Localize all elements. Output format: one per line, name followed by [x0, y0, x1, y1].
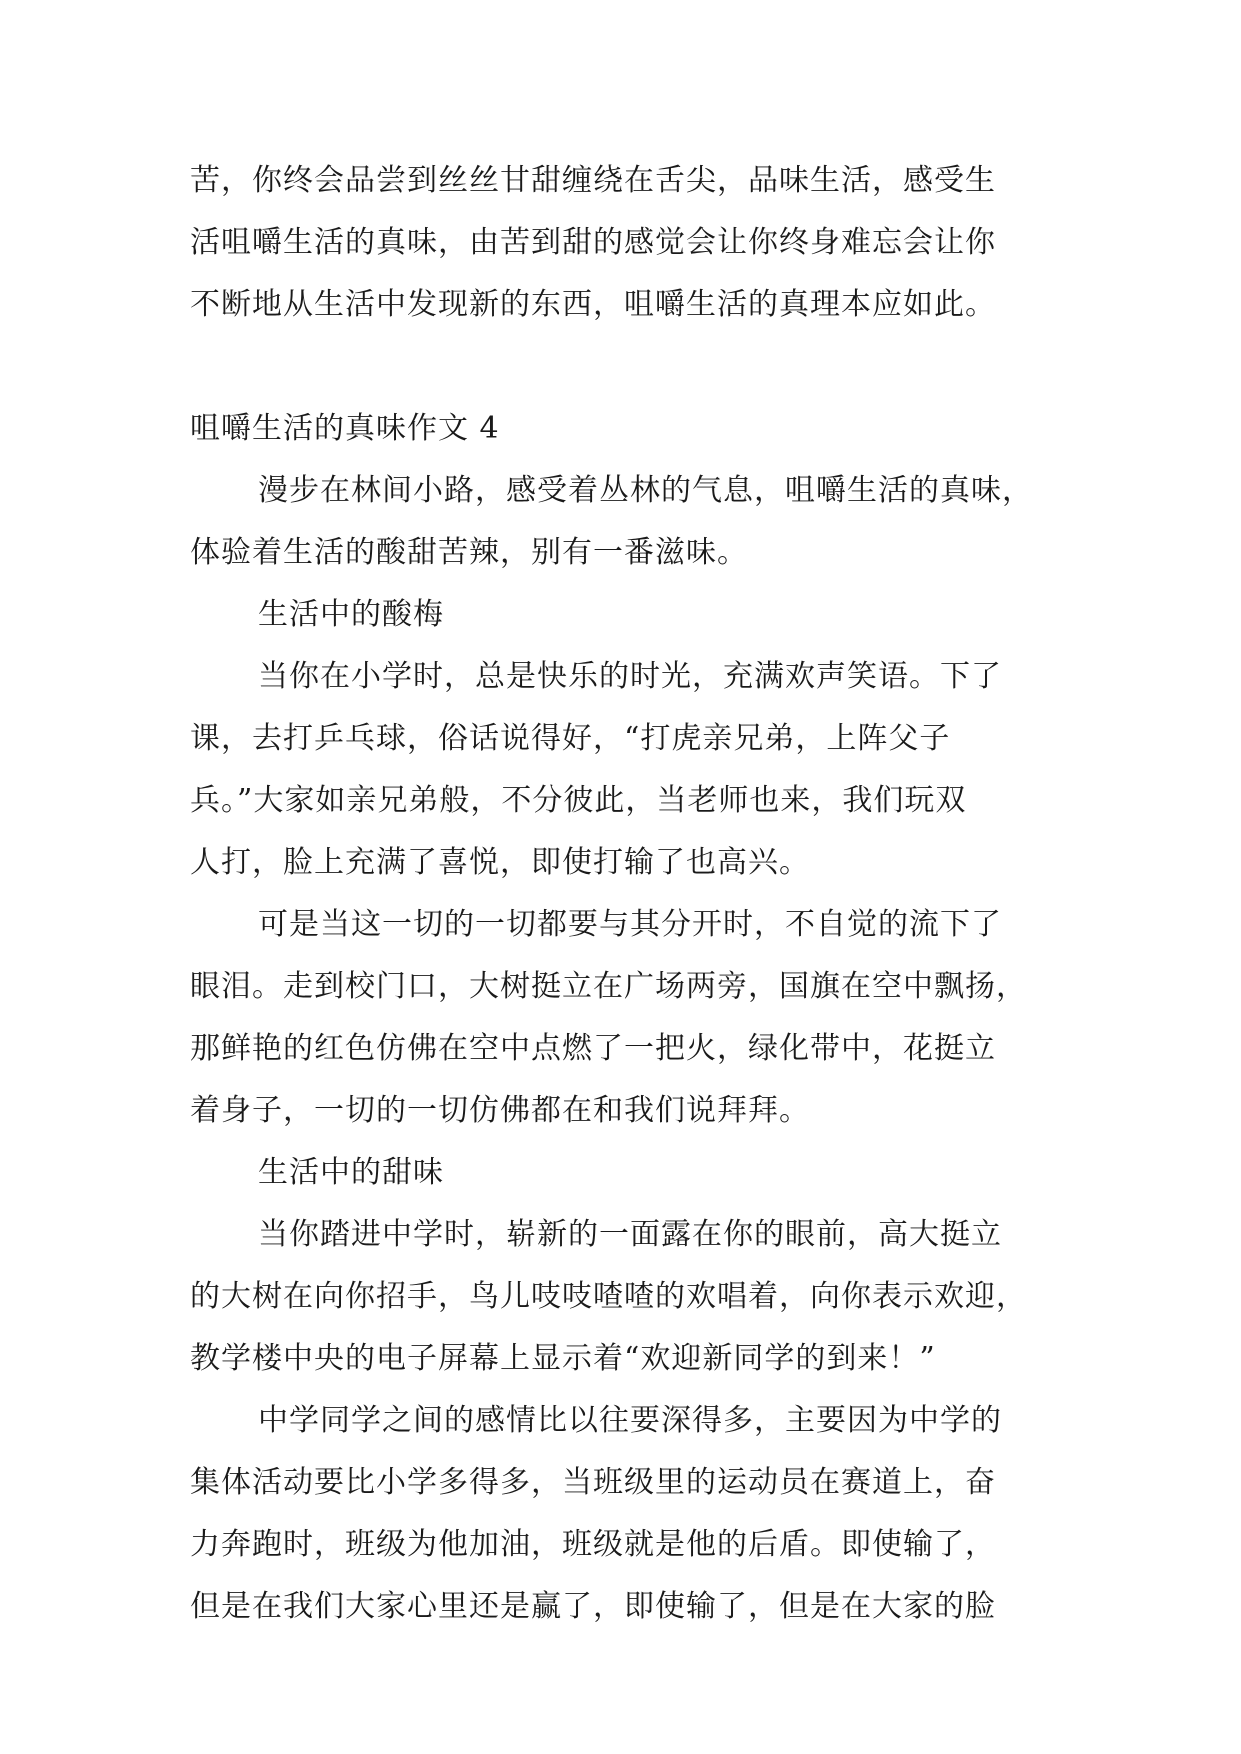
paragraph-line: 那鲜艳的红色仿佛在空中点燃了一把火，绿化带中，花挺立	[190, 1031, 996, 1066]
paragraph-3	[190, 894, 1050, 1142]
paragraph-line: 当你踏进中学时，崭新的一面露在你的眼前，高大挺立	[258, 1217, 1002, 1252]
paragraph-4	[190, 1204, 1050, 1390]
paragraph-line: 苦，你终会品尝到丝丝甘甜缠绕在舌尖，品味生活，感受生	[190, 163, 996, 198]
paragraph-line: 但是在我们大家心里还是赢了，即使输了，但是在大家的脸	[190, 1589, 996, 1624]
paragraph-line: 力奔跑时，班级为他加油，班级就是他的后盾。即使输了，	[190, 1527, 996, 1562]
paragraph-line: 体验着生活的酸甜苦辣，别有一番滋味。	[190, 535, 748, 570]
paragraph-line: 教学楼中央的电子屏幕上显示着“欢迎新同学的到来！”	[190, 1341, 936, 1376]
section-title: 咀嚼生活的真味作文 4	[190, 411, 500, 446]
paragraph-1	[190, 460, 1050, 584]
paragraph-5	[190, 1390, 1050, 1638]
subheading-sour-plum: 生活中的酸梅	[258, 597, 444, 632]
paragraph-line: 眼泪。走到校门口，大树挺立在广场两旁，国旗在空中飘扬，	[190, 969, 1027, 1004]
paragraph-line: 不断地从生活中发现新的东西，咀嚼生活的真理本应如此。	[190, 287, 996, 322]
paragraph-line: 的大树在向你招手，鸟儿吱吱喳喳的欢唱着，向你表示欢迎，	[190, 1279, 1027, 1314]
paragraph-line: 集体活动要比小学多得多，当班级里的运动员在赛道上，奋	[190, 1465, 996, 1500]
paragraph-line: 着身子，一切的一切仿佛都在和我们说拜拜。	[190, 1093, 810, 1128]
document-page	[190, 150, 1050, 1638]
section-spacer	[190, 336, 1050, 398]
paragraph-line: 活咀嚼生活的真味，由苦到甜的感觉会让你终身难忘会让你	[190, 225, 996, 260]
paragraph-line: 中学同学之间的感情比以往要深得多，主要因为中学的	[258, 1403, 1002, 1438]
paragraph-line: 兵。”大家如亲兄弟般，不分彼此，当老师也来，我们玩双	[190, 783, 967, 818]
paragraph-line: 漫步在林间小路，感受着丛林的气息，咀嚼生活的真味，	[258, 473, 1033, 508]
paragraph-line: 人打，脸上充满了喜悦，即使打输了也高兴。	[190, 845, 810, 880]
paragraph-2	[190, 646, 1050, 894]
subheading-sweet-taste: 生活中的甜味	[258, 1155, 444, 1190]
paragraph-line: 课，去打乒乓球，俗话说得好，“打虎亲兄弟，上阵父子	[190, 721, 951, 756]
paragraph-line: 可是当这一切的一切都要与其分开时，不自觉的流下了	[258, 907, 1002, 942]
paragraph-line: 当你在小学时，总是快乐的时光，充满欢声笑语。下了	[258, 659, 1002, 694]
intro-paragraph	[190, 150, 1050, 336]
